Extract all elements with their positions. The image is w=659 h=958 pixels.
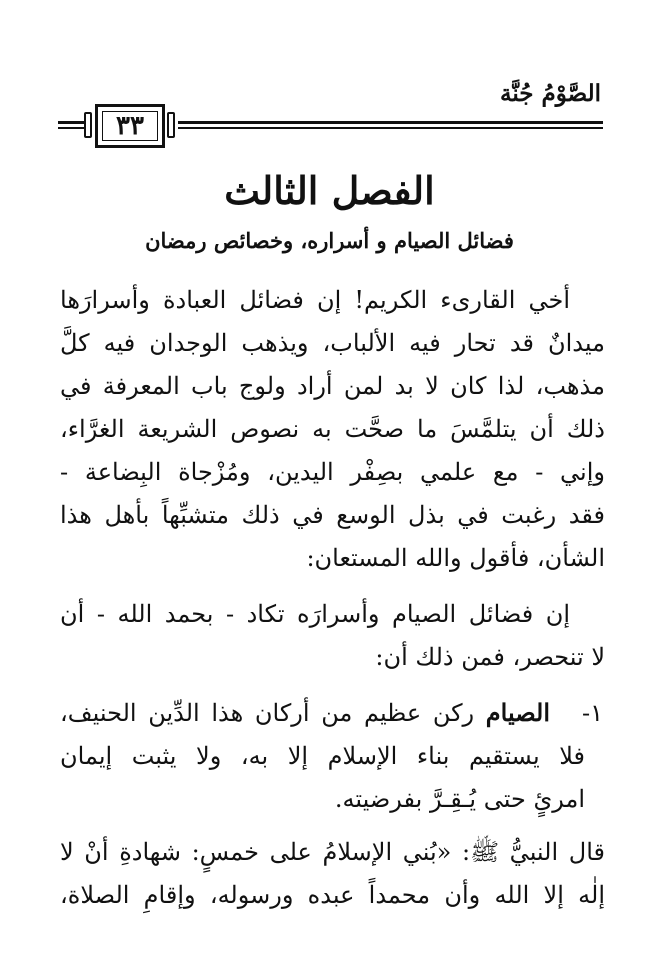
point1-term: الصيام xyxy=(485,698,550,727)
page-number-box xyxy=(95,104,165,148)
ornament-right xyxy=(167,112,175,138)
list-number: ١- xyxy=(582,699,603,727)
header-rule-right-thin xyxy=(178,127,603,129)
running-title: الصَّوْمُ جُنَّة xyxy=(500,80,601,107)
chapter-subtitle: فضائل الصيام و أسراره، وخصائص رمضان xyxy=(145,228,514,253)
point1-line: امرئٍ حتى يُـقِـرَّ بفرضيته. xyxy=(334,785,585,813)
point1-line xyxy=(60,695,550,731)
paragraph1-line: أخي القارىء الكريم! إن فضائل العبادة وأسرارَها xyxy=(60,286,570,314)
header-rule-left-thin xyxy=(58,127,84,129)
paragraph1-line: وإني - مع علمي بصِفْر اليدين، ومُزْجاة البِضاعة - xyxy=(60,458,605,486)
chapter-title: الفصل الثالث xyxy=(224,168,435,213)
paragraph2-line: لا تنحصر، فمن ذلك أن: xyxy=(375,643,605,671)
header-rule-left xyxy=(58,121,84,124)
hadith-line: قال النبيُّ ﷺ: «بُني الإسلامُ على خمسٍ: شهادةِ أنْ لا xyxy=(60,838,605,866)
paragraph1-line: فقد رغبت في بذل الوسع في ذلك متشبِّهاً بأهل هذا xyxy=(60,501,605,529)
paragraph1-line: ذلك أن يتلمَّسَ ما صحَّت به نصوص الشريعة الغرَّاء، xyxy=(60,415,605,443)
hadith-line: إلٰه إلا الله وأن محمداً عبده ورسوله، وإقامِ الصلاة، xyxy=(60,881,605,909)
ornament-left xyxy=(84,112,92,138)
paragraph1-line: مذهب، لذا كان لا بد لمن أراد ولوج باب المعرفة في xyxy=(60,372,605,400)
paragraph1-line: الشأن، فأقول والله المستعان: xyxy=(306,544,605,572)
page-number: ٣٣ xyxy=(116,111,144,141)
point1-line: فلا يستقيم بناء الإسلام إلا به، ولا يثبت إيمان xyxy=(60,742,585,770)
header-rule-right xyxy=(178,121,603,124)
point1-text: ركن عظيم من أركان هذا الدِّين الحنيف، xyxy=(60,699,475,727)
paragraph2-line: إن فضائل الصيام وأسرارَه تكاد - بحمد الله - أن xyxy=(60,600,570,628)
paragraph1-line: ميدانٌ قد تحار فيه الألباب، ويذهب الوجدان فيه كلَّ xyxy=(60,329,605,357)
